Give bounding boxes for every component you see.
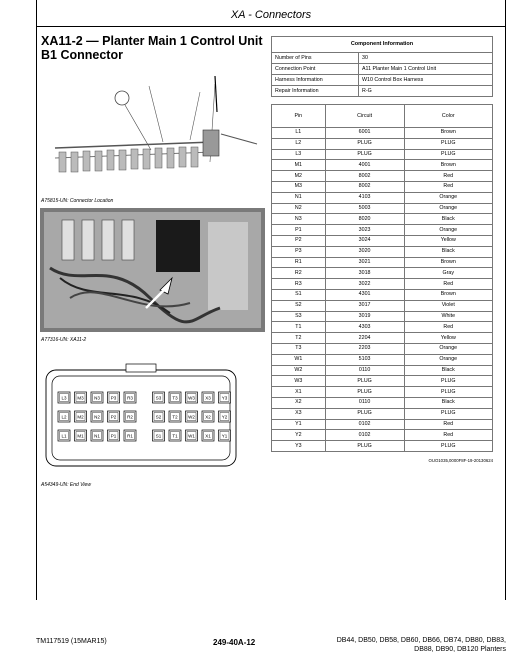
connector-pin bbox=[124, 392, 136, 403]
color-cell: Red bbox=[404, 279, 492, 290]
info-key: Connection Point bbox=[272, 64, 359, 75]
table-row bbox=[272, 203, 493, 214]
pin-cell: P2 bbox=[272, 235, 326, 246]
pin-cell: S2 bbox=[272, 300, 326, 311]
color-header: Color bbox=[404, 105, 492, 128]
connector-pin-label: W3 bbox=[188, 395, 195, 401]
connector-pin-label: N3 bbox=[94, 395, 100, 401]
table-row bbox=[272, 397, 493, 408]
section-title: XA - Connectors bbox=[230, 9, 312, 21]
circuit-cell: 8020 bbox=[325, 214, 404, 225]
table-row bbox=[272, 311, 493, 322]
connector-pin bbox=[58, 430, 70, 441]
circuit-cell: 6001 bbox=[325, 128, 404, 139]
connector-pin-label: Y2 bbox=[221, 414, 228, 420]
connector-pin-label: P2 bbox=[110, 414, 117, 420]
connector-pin-label: Y3 bbox=[221, 395, 228, 401]
color-cell: Yellow bbox=[404, 333, 492, 344]
table-row bbox=[272, 387, 493, 398]
table-row bbox=[272, 160, 493, 171]
color-cell: Brown bbox=[404, 128, 492, 139]
color-cell: White bbox=[404, 311, 492, 322]
table-row bbox=[272, 279, 493, 290]
connector-pin bbox=[219, 430, 231, 441]
model-list-line: DB44, DB50, DB58, DB60, DB66, DB74, DB80, DB83, bbox=[336, 637, 506, 644]
connector-pin-label: M2 bbox=[77, 414, 84, 420]
pin-header: Pin bbox=[272, 105, 326, 128]
color-cell: Red bbox=[404, 430, 492, 441]
color-cell: Yellow bbox=[404, 235, 492, 246]
pin-table bbox=[271, 104, 493, 452]
document-id: OUO1035,0000F8F-19-20130624 bbox=[428, 458, 493, 463]
page-number: 249-40A-12 bbox=[213, 638, 256, 647]
table-row bbox=[272, 430, 493, 441]
connector-pin bbox=[169, 430, 181, 441]
circuit-cell: 5103 bbox=[325, 354, 404, 365]
table-row bbox=[272, 354, 493, 365]
circuit-cell: 4001 bbox=[325, 160, 404, 171]
circuit-cell: 3017 bbox=[325, 300, 404, 311]
pin-cell: M3 bbox=[272, 181, 326, 192]
component-info-header: Component Information bbox=[272, 37, 493, 53]
color-cell: Brown bbox=[404, 289, 492, 300]
pin-cell: S1 bbox=[272, 289, 326, 300]
section-divider bbox=[36, 26, 506, 27]
connector-pin bbox=[186, 392, 198, 403]
connector-pin bbox=[169, 392, 181, 403]
connector-pin bbox=[219, 392, 231, 403]
pin-cell: R1 bbox=[272, 257, 326, 268]
connector-location-figure bbox=[45, 72, 265, 194]
connector-pin bbox=[58, 411, 70, 422]
connector-pin-label: P3 bbox=[110, 395, 117, 401]
color-cell: Orange bbox=[404, 354, 492, 365]
color-cell: PLUG bbox=[404, 408, 492, 419]
pin-cell: X3 bbox=[272, 408, 326, 419]
color-cell: Gray bbox=[404, 268, 492, 279]
pin-cell: N1 bbox=[272, 192, 326, 203]
table-row bbox=[272, 289, 493, 300]
circuit-cell: 3024 bbox=[325, 235, 404, 246]
connector-pin bbox=[153, 411, 165, 422]
circuit-cell: 3022 bbox=[325, 279, 404, 290]
model-list-line: DB88, DB90, DB120 Planters bbox=[414, 646, 506, 653]
connector-pin-label: X3 bbox=[205, 395, 211, 401]
circuit-cell: 4301 bbox=[325, 289, 404, 300]
connector-pin bbox=[153, 430, 165, 441]
pin-cell: T2 bbox=[272, 333, 326, 344]
connector-pin-label: N2 bbox=[94, 414, 100, 420]
connector-pin bbox=[108, 411, 120, 422]
color-cell: Black bbox=[404, 214, 492, 225]
pin-cell: N2 bbox=[272, 203, 326, 214]
table-row bbox=[272, 128, 493, 139]
end-view-caption: A54349-UN: End View bbox=[41, 482, 91, 488]
table-row bbox=[272, 171, 493, 182]
photo-caption: A77316-UN: XA11-2 bbox=[41, 337, 87, 343]
pin-cell: L1 bbox=[272, 128, 326, 139]
circuit-cell: 2203 bbox=[325, 343, 404, 354]
table-row bbox=[272, 192, 493, 203]
connector-pin-label: X1 bbox=[205, 433, 211, 439]
table-row bbox=[272, 181, 493, 192]
pin-cell: T1 bbox=[272, 322, 326, 333]
connector-pin-label: T2 bbox=[172, 414, 178, 420]
connector-pin-label: W2 bbox=[188, 414, 195, 420]
connector-end-view bbox=[42, 362, 242, 474]
pin-cell: P3 bbox=[272, 246, 326, 257]
connector-pin bbox=[202, 392, 214, 403]
table-row bbox=[272, 322, 493, 333]
circuit-cell: PLUG bbox=[325, 138, 404, 149]
table-row bbox=[272, 149, 493, 160]
connector-pin bbox=[202, 430, 214, 441]
pin-cell: Y3 bbox=[272, 441, 326, 452]
circuit-header: Circuit bbox=[325, 105, 404, 128]
circuit-cell: 8002 bbox=[325, 171, 404, 182]
connector-pin-label: P1 bbox=[110, 433, 117, 439]
info-key: Harness Information bbox=[272, 75, 359, 86]
info-key: Number of Pins bbox=[272, 53, 359, 64]
table-row bbox=[272, 64, 493, 75]
color-cell: Black bbox=[404, 365, 492, 376]
connector-pin-label: L3 bbox=[61, 395, 67, 401]
table-row bbox=[272, 441, 493, 452]
color-cell: Red bbox=[404, 419, 492, 430]
pin-cell: L2 bbox=[272, 138, 326, 149]
circuit-cell: 3021 bbox=[325, 257, 404, 268]
circuit-cell: 0102 bbox=[325, 430, 404, 441]
table-row bbox=[272, 408, 493, 419]
connector-pin bbox=[91, 430, 103, 441]
connector-pin bbox=[186, 430, 198, 441]
circuit-cell: 5003 bbox=[325, 203, 404, 214]
pin-cell: M1 bbox=[272, 160, 326, 171]
color-cell: Red bbox=[404, 171, 492, 182]
pin-cell: S3 bbox=[272, 311, 326, 322]
connector-pin-label: X2 bbox=[205, 414, 211, 420]
color-cell: PLUG bbox=[404, 138, 492, 149]
circuit-cell: 2204 bbox=[325, 333, 404, 344]
color-cell: PLUG bbox=[404, 387, 492, 398]
connector-pin bbox=[202, 411, 214, 422]
color-cell: Orange bbox=[404, 203, 492, 214]
pin-cell: M2 bbox=[272, 171, 326, 182]
table-row bbox=[272, 376, 493, 387]
pin-cell: W3 bbox=[272, 376, 326, 387]
table-row bbox=[272, 343, 493, 354]
connector-pin-label: R1 bbox=[127, 433, 133, 439]
connector-pin bbox=[153, 392, 165, 403]
connector-pin bbox=[124, 430, 136, 441]
table-row bbox=[272, 419, 493, 430]
table-row bbox=[272, 268, 493, 279]
circuit-cell: PLUG bbox=[325, 149, 404, 160]
connector-pin bbox=[91, 392, 103, 403]
circuit-cell: PLUG bbox=[325, 408, 404, 419]
connector-pin bbox=[124, 411, 136, 422]
connector-pin-label: R2 bbox=[127, 414, 133, 420]
connector-pin-label: L1 bbox=[61, 433, 67, 439]
connector-pin-label: M1 bbox=[77, 433, 84, 439]
pin-cell: P1 bbox=[272, 225, 326, 236]
circuit-cell: 3019 bbox=[325, 311, 404, 322]
component-info-table bbox=[271, 36, 493, 97]
info-key: Repair Information bbox=[272, 86, 359, 97]
pin-cell: R3 bbox=[272, 279, 326, 290]
table-row bbox=[272, 214, 493, 225]
connector-photo bbox=[40, 208, 265, 332]
connector-pin-label: T3 bbox=[172, 395, 178, 401]
connector-pin bbox=[219, 411, 231, 422]
table-row bbox=[272, 365, 493, 376]
connector-pin bbox=[58, 392, 70, 403]
pin-cell: Y1 bbox=[272, 419, 326, 430]
color-cell: Red bbox=[404, 322, 492, 333]
info-value: W10 Control Box Harness bbox=[359, 75, 493, 86]
connector-pin-label: S2 bbox=[155, 414, 162, 420]
color-cell: Orange bbox=[404, 225, 492, 236]
color-cell: PLUG bbox=[404, 441, 492, 452]
color-cell: Black bbox=[404, 397, 492, 408]
pin-cell: W1 bbox=[272, 354, 326, 365]
connector-pin-label: R3 bbox=[127, 395, 133, 401]
connector-pin bbox=[108, 392, 120, 403]
table-row bbox=[272, 235, 493, 246]
table-row bbox=[272, 257, 493, 268]
table-row bbox=[272, 75, 493, 86]
circuit-cell: 0110 bbox=[325, 365, 404, 376]
connector-pin bbox=[75, 430, 87, 441]
pin-cell: N3 bbox=[272, 214, 326, 225]
pin-cell: X1 bbox=[272, 387, 326, 398]
color-cell: Brown bbox=[404, 257, 492, 268]
circuit-cell: PLUG bbox=[325, 441, 404, 452]
table-row bbox=[272, 53, 493, 64]
color-cell: Red bbox=[404, 181, 492, 192]
color-cell: Brown bbox=[404, 160, 492, 171]
connector-pin-label: S1 bbox=[155, 433, 162, 439]
pin-cell: Y2 bbox=[272, 430, 326, 441]
circuit-cell: PLUG bbox=[325, 376, 404, 387]
color-cell: PLUG bbox=[404, 149, 492, 160]
connector-pin-label: S3 bbox=[155, 395, 162, 401]
circuit-cell: 3020 bbox=[325, 246, 404, 257]
color-cell: PLUG bbox=[404, 376, 492, 387]
connector-pin bbox=[91, 411, 103, 422]
circuit-cell: 3023 bbox=[325, 225, 404, 236]
table-row bbox=[272, 138, 493, 149]
circuit-cell: 0102 bbox=[325, 419, 404, 430]
color-cell: Violet bbox=[404, 300, 492, 311]
connector-pin-label: N1 bbox=[94, 433, 100, 439]
color-cell: Orange bbox=[404, 192, 492, 203]
color-cell: Black bbox=[404, 246, 492, 257]
connector-pin-label: W1 bbox=[188, 433, 195, 439]
pin-cell: X2 bbox=[272, 397, 326, 408]
circuit-cell: 3018 bbox=[325, 268, 404, 279]
table-row bbox=[272, 86, 493, 97]
connector-pin bbox=[169, 411, 181, 422]
manual-number: TM117519 (15MAR15) bbox=[36, 638, 107, 645]
connector-pin-label: L2 bbox=[61, 414, 67, 420]
circuit-cell: 4303 bbox=[325, 322, 404, 333]
color-cell: Orange bbox=[404, 343, 492, 354]
connector-pin-label: Y1 bbox=[221, 433, 228, 439]
location-caption: A75815-UN: Connector Location bbox=[41, 198, 114, 204]
pin-cell: T3 bbox=[272, 343, 326, 354]
table-row bbox=[272, 246, 493, 257]
info-value: R-G bbox=[359, 86, 493, 97]
connector-pin bbox=[186, 411, 198, 422]
circuit-cell: 8002 bbox=[325, 181, 404, 192]
connector-pin bbox=[75, 411, 87, 422]
connector-pin bbox=[108, 430, 120, 441]
table-row bbox=[272, 333, 493, 344]
pin-cell: W2 bbox=[272, 365, 326, 376]
page-title: XA11-2 — Planter Main 1 Control Unit B1 Connector bbox=[41, 34, 263, 62]
info-value: 30 bbox=[359, 53, 493, 64]
connector-pin bbox=[75, 392, 87, 403]
circuit-cell: 4103 bbox=[325, 192, 404, 203]
table-row bbox=[272, 225, 493, 236]
circuit-cell: PLUG bbox=[325, 387, 404, 398]
pin-cell: L3 bbox=[272, 149, 326, 160]
connector-pin-label: T1 bbox=[172, 433, 178, 439]
connector-pin-label: M3 bbox=[77, 395, 84, 401]
info-value: A11 Planter Main 1 Control Unit bbox=[359, 64, 493, 75]
pin-cell: R2 bbox=[272, 268, 326, 279]
model-list bbox=[310, 636, 506, 654]
table-row bbox=[272, 300, 493, 311]
circuit-cell: 0110 bbox=[325, 397, 404, 408]
